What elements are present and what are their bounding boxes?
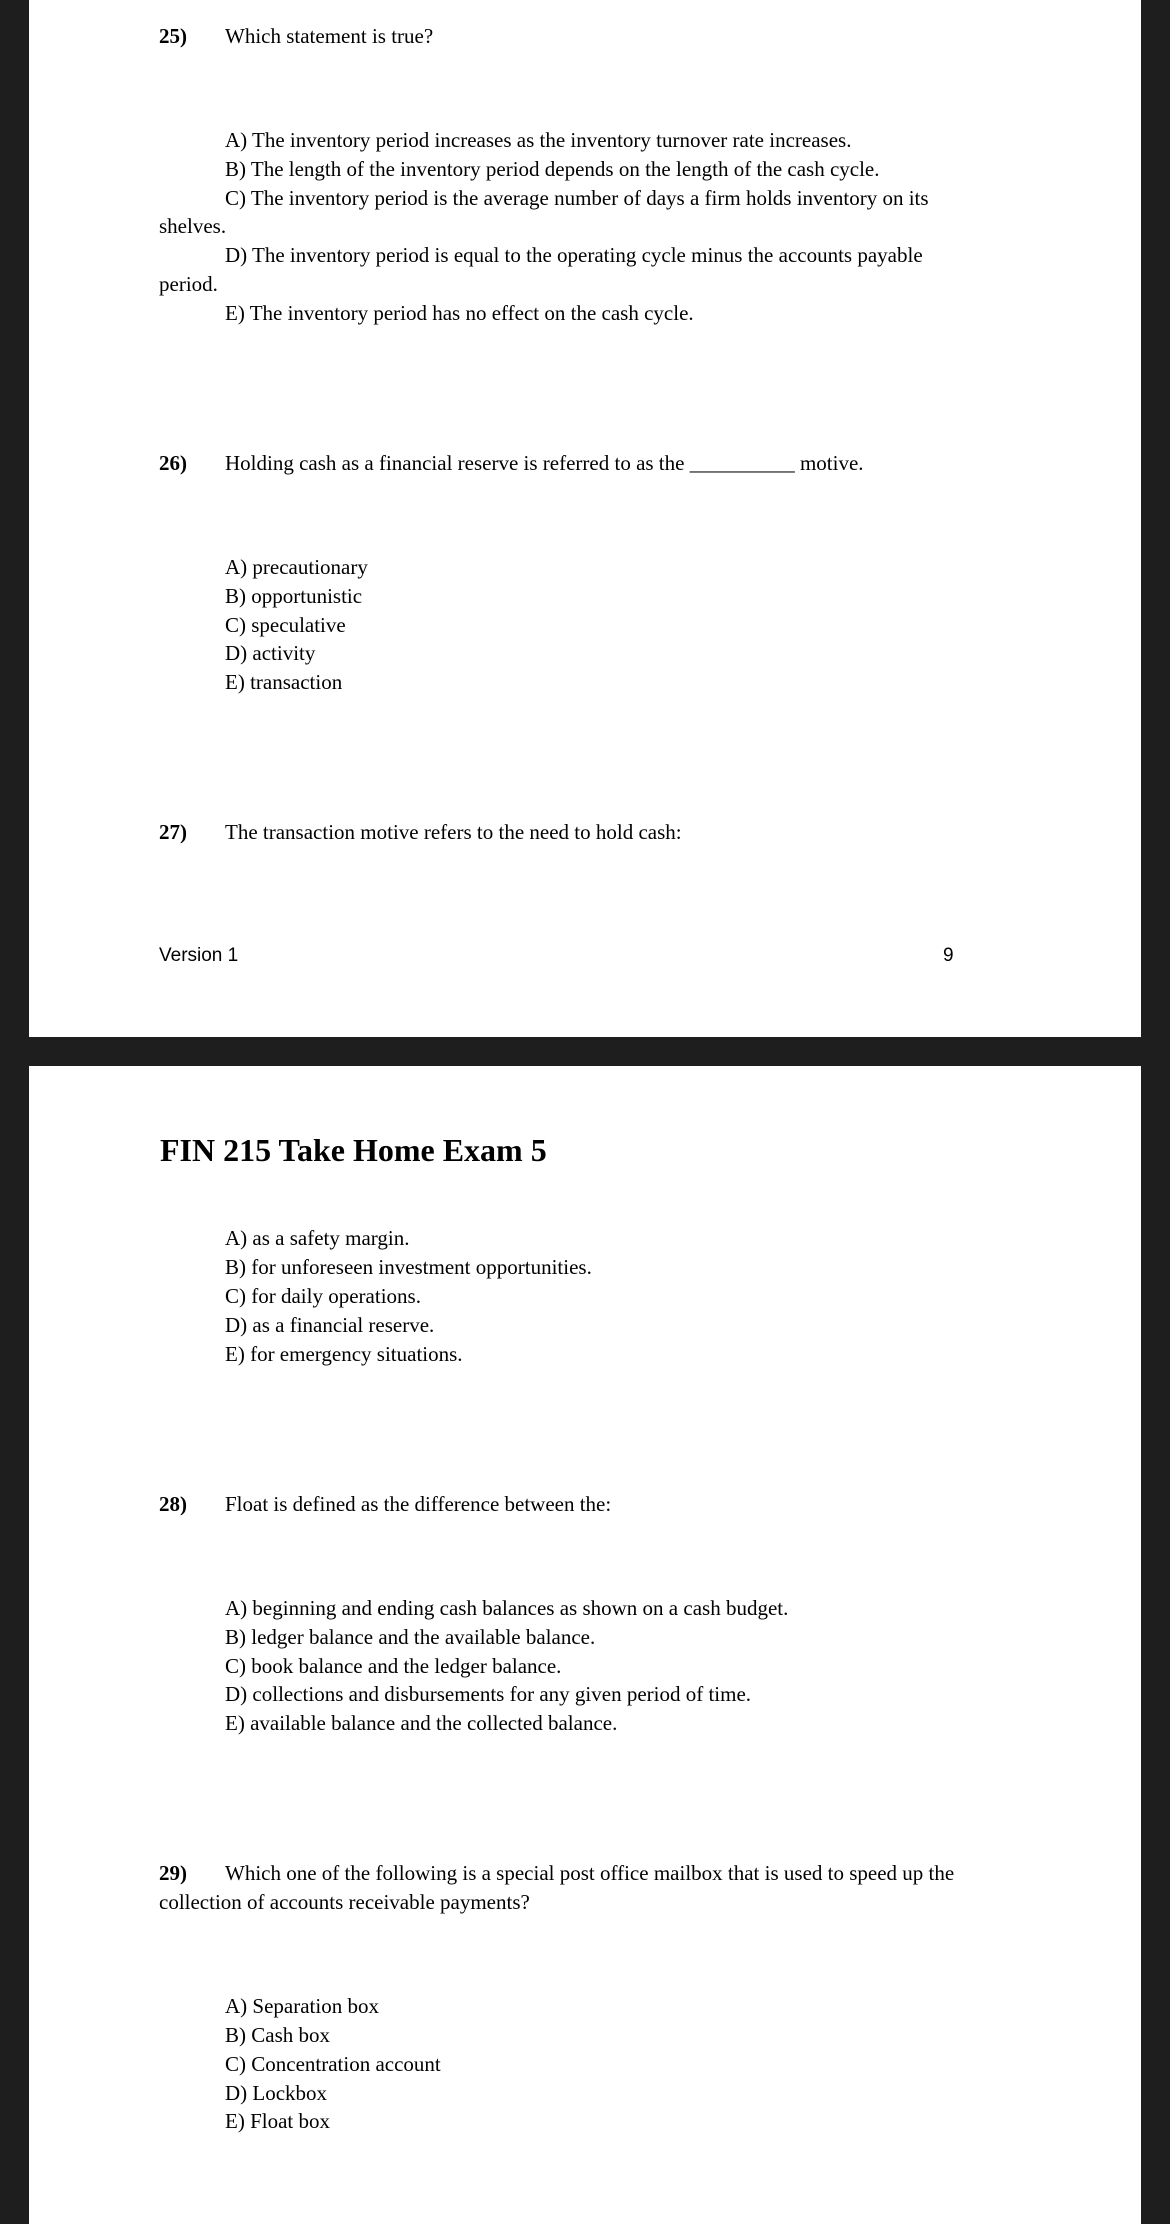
q26-option-d: D) activity (225, 641, 316, 665)
q28-option-e: E) available balance and the collected balance. (225, 1711, 618, 1735)
question-25-number: 25) (159, 24, 187, 48)
q29-option-a: A) Separation box (225, 1994, 379, 2018)
q28-option-d: D) collections and disbursements for any given period of time. (225, 1682, 752, 1706)
q25-option-a: A) The inventory period increases as the inventory turnover rate increases. (225, 128, 852, 152)
question-26-number: 26) (159, 451, 187, 475)
q28-option-b: B) ledger balance and the available balance. (225, 1625, 596, 1649)
q29-option-d: D) Lockbox (225, 2081, 328, 2105)
q26-option-e: E) transaction (225, 670, 343, 694)
q27-option-b: B) for unforeseen investment opportunities. (225, 1255, 592, 1279)
question-26-text: Holding cash as a financial reserve is referred to as the __________ motive. (225, 451, 864, 475)
q26-option-c: C) speculative (225, 613, 346, 637)
exam-page-9 (29, 0, 1141, 1037)
q27-option-e: E) for emergency situations. (225, 1342, 463, 1366)
exam-page-10 (29, 1066, 1141, 2224)
q29-option-c: C) Concentration account (225, 2052, 441, 2076)
question-29-number: 29) (159, 1861, 187, 1885)
footer-page-number: 9 (943, 945, 954, 966)
q28-option-c: C) book balance and the ledger balance. (225, 1654, 562, 1678)
q27-option-a: A) as a safety margin. (225, 1226, 410, 1250)
q26-option-b: B) opportunistic (225, 584, 363, 608)
question-27-text: The transaction motive refers to the need to hold cash: (225, 820, 682, 844)
q29-option-b: B) Cash box (225, 2023, 330, 2047)
question-28-number: 28) (159, 1492, 187, 1516)
question-28-text: Float is defined as the difference between the: (225, 1492, 612, 1516)
q25-option-c-continued: shelves. (159, 214, 227, 238)
question-25-text: Which statement is true? (225, 24, 434, 48)
q25-option-e: E) The inventory period has no effect on the cash cycle. (225, 301, 694, 325)
question-29-text: Which one of the following is a special post office mailbox that is used to speed up the (225, 1861, 955, 1885)
page-header-title: FIN 215 Take Home Exam 5 (160, 1132, 547, 1168)
q29-option-e: E) Float box (225, 2109, 330, 2133)
q27-option-c: C) for daily operations. (225, 1284, 421, 1308)
q25-option-d: D) The inventory period is equal to the operating cycle minus the accounts payable (225, 243, 923, 267)
q25-option-c: C) The inventory period is the average number of days a firm holds inventory on its (225, 186, 929, 210)
q27-option-d: D) as a financial reserve. (225, 1313, 435, 1337)
q26-option-a: A) precautionary (225, 555, 368, 579)
q25-option-d-continued: period. (159, 272, 218, 296)
question-29-text-continued: collection of accounts receivable payments? (159, 1890, 530, 1914)
footer-version: Version 1 (159, 945, 239, 966)
question-27-number: 27) (159, 820, 187, 844)
q28-option-a: A) beginning and ending cash balances as shown on a cash budget. (225, 1596, 789, 1620)
q25-option-b: B) The length of the inventory period depends on the length of the cash cycle. (225, 157, 880, 181)
